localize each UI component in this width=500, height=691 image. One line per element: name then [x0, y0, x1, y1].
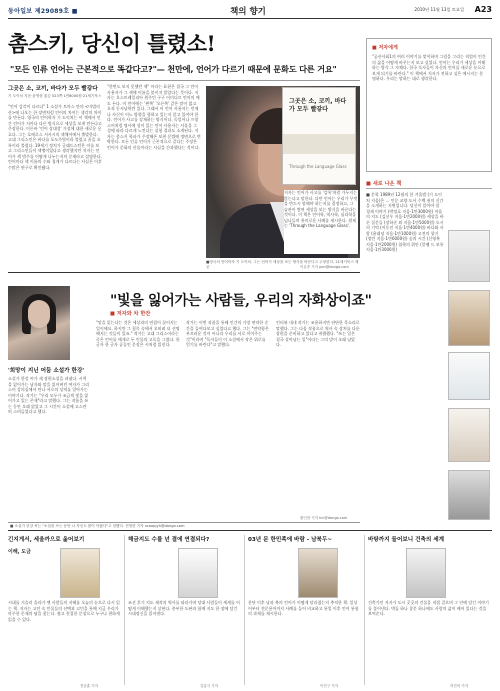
reporter-signature: 이진구 기자 — [320, 684, 339, 688]
bottom-item-text: 시대를 거슬러 올라가 옛 사람들의 지혜를 오늘의 눈으로 다시 읽는 책. 저자는 고전 속 인물들의 선택과 고민을 통해 지금 우리가 마주한 문제의 답을 찾는다. 쉽고 친절한 문장으로 누구나 편하게 읽을 수 있다. — [8, 600, 120, 622]
section-title: 책의 향기 — [230, 7, 266, 17]
divider — [244, 535, 245, 685]
new-book-cover — [448, 290, 490, 346]
book-cover-subtitle: Through the Language Glass — [289, 164, 347, 169]
bottom-book-cover — [406, 548, 446, 598]
reporter-signature: 전승훈 기자 — [80, 684, 99, 688]
reporter-signature: 이유종 기자 pen@donga.com — [300, 265, 349, 269]
book-cover-title: 그곳은 소, 코끼, 바다가 모두 빨갛다 — [289, 98, 347, 113]
new-book-cover — [448, 470, 490, 520]
lead-text-column-2: "한번도 보지 못했던 색" 이라는 표현은 결국 그 언어 사용자가 그 색에 이름을 붙이지 않았다는 뜻이다. 저자는 오스트레일리아 원주민 구구 이미디르 언어의 예도 든다. 이 언어에는 '왼쪽' '오른쪽' 같은 말이 없고 오직 동서남북만 있다. 그래서 이 언어 사용자는 언제나 자신이 어느 방향을 향하고 있는지 알고 있어야 한다. 언어가 사고를 강제하는 방식이다. 독일어나 프랑스어처럼 명사에 성이 있는 언어 사용자는 사물을 그 성에 따라 다르게 느낀다는 실험 결과도 소개된다. 저자는 촘스키 학파가 주장해온 보편 문법에 정면으로 반박한다. 모든 인류 언어가 근본적으로 같다는 주장은 언어가 문화의 산물이라는 사실을 간과했다는 것이다. — [107, 84, 201, 150]
bottom-book-cover — [178, 548, 218, 598]
lead-subhead: "모든 인류 언어는 근본적으로 똑같다고?"— 천만에, 언어가 다르기 때문에 문화도 다른 거요" — [10, 64, 337, 74]
bottom-item-text: 분단 이후 남과 북의 언어가 어떻게 달라졌는지 추적한 책. 일상어부터 전문용어까지 사례를 들어 비교하고 통일 이후 언어 통합의 과제를 제시한다. — [248, 600, 359, 616]
bottom-item-text: 건축가인 저자가 도시 곳곳의 건물을 직접 걸으며 그 안에 담긴 이야기를 풀어낸다. 벽돌 하나 창문 하나에도 사람의 삶이 배어 있다는 것을 보여준다. — [368, 600, 489, 616]
bottom-item-subtitle: 이해, 도금 — [8, 549, 31, 555]
bottom-item-text: 조선 후기 지도 제작의 역사를 따라가며 당대 사람들이 세계를 어떻게 이해했는지 살핀다. 풍부한 도판과 함께 지도 한 장에 담긴 시대정신을 읽어낸다. — [128, 600, 240, 616]
feature-photo-caption: ■ 소설가 한강 씨는 "소설을 쓰는 동안 나 자신도 많이 아팠다"고 말했다. 전영한 기자 scoopjyh@donga.com — [10, 524, 185, 528]
bottom-book-cover — [298, 548, 338, 598]
bottom-item-heading: 바탕까지 들어보니 건축의 세계 — [368, 537, 445, 543]
bottom-item-heading: 해금지도 수를 넌 결에 연결되다? — [128, 537, 210, 543]
issue-date: 2010년 11월 13일 토요일 — [414, 7, 464, 12]
author-note-label: ■ 저자에게 — [372, 45, 398, 51]
divider — [124, 535, 125, 685]
lead-text-column-3: 저자는 언어가 사고를 '감옥'처럼 가두지는 않는다고 말한다. 다만 언어는 우리가 무엇을 반드시 말해야 하는지를 결정하고, 그 습관이 쌓여 세상을 보는 방식을 바꾼다는 것이다. 이 책은 언어학, 역사학, 심리학을 넘나들며 흥미로운 사례를 제시한다. 원제는 'Through the Language Glass'. — [284, 190, 358, 254]
photo-caption: ■영국의 언어학자 기 도이처. 그는 언어가 세상을 보는 방식을 바꾼다고 주장한다. 21세기북스 제공 — [206, 260, 359, 269]
feature-text-column-2: "말을 잃는다는 것은 세상과의 연결이 끊어지는 일이에요. 하지만 그 침묵 속에서 오히려 더 선명해지는 것들이 있죠." 작가는 고대 그리스어라는 죽은 언어를 매개로 두 인물의 고독을 그렸다. 한 글자 한 글자 공들인 문장은 시처럼 읽힌다. — [96, 320, 180, 347]
book-info-box — [8, 84, 104, 99]
feature-section-label: ■ 저자와 차 한잔 — [110, 311, 151, 317]
page-header — [8, 5, 492, 19]
lead-headline: 촘스키, 당신이 틀렸소! — [8, 31, 216, 56]
book-cover — [282, 87, 356, 185]
new-book-cover — [448, 230, 490, 282]
feature-headline: "빛을 잃어가는 사람들, 우리의 자화상이죠" — [110, 293, 372, 309]
bottom-item-heading: 03년 문 한민족에 바람 - 남북두~ — [248, 537, 332, 543]
author-note-text: "공산사회1의 여러 이야기를 맞이하며 그림을 그리는 직업이 인간의 삶을 어떻게 바꾸는지 보고 싶었다. 언어는 우리가 세상을 이해하는 방식 그 자체다. 한국 독자들이 자신의 언어를 새로운 눈으로 보게 되기를 바란다." 이 책에서 저자가 전하고 싶은 메시지는 분명하다. 우리는 말하는 대로 생각한다. — [372, 54, 486, 81]
new-books-title: ■ 새로 나온 책 — [366, 181, 402, 187]
feature-text-column-3: 작가는 이번 작품을 통해 인간의 가장 연약한 순간을 들여다보고 싶었다고 했다. 그는 "연약함은 부끄러운 것이 아니라 우리를 서로 이어주는 것"이라며 "독자들이 이 소설에서 작은 위로를 얻기를 바란다"고 말했다. — [186, 320, 269, 347]
bottom-item-heading: 긴지게서, 세울까으로 옮어보기 — [8, 537, 85, 543]
new-book-cover — [448, 408, 490, 462]
bottom-book-cover — [60, 548, 100, 598]
reporter-signature: 황인찬 기자 hic@donga.com — [300, 516, 348, 520]
feature-text-column-1: 소설가 한강 씨가 새 장편소설을 펴냈다. 시력을 잃어가는 남자와 말을 잃어버린 여자가 그리스어 강의실에서 만나 서로의 상처를 알아가는 이야기다. 작가는 "우리 모두가 조금씩 빛을 잃어가고 있는 존재"라고 말했다. 그는 작품을 쓰는 동안 오래 앓았고 그 시간이 소설에 고스란히 스며들었다고 했다. — [8, 376, 90, 414]
page-number: A23 — [474, 5, 492, 14]
divider — [8, 522, 360, 523]
new-books-list: ■ 문학 1989년 12월의 한 겨울밤 (기 도이처 지음)은 ... 인문 교양 도서 수백 권의 신간을 소개하는 지면입니다. 당신이 알아야 할 경제 이야기 (박정호 지음·1만3000원) 마음의 지도 (김선우 지음·1만2000원) 세상을 바꾼 질문들 (장하준 외 지음·1만5000원) 도시의 기억 (이동진 지음·1만4000원) 바다와 사람 (윤대녕 지음·1만1000원) 고전의 향기 (정민 지음·1만6000원) 숲의 시간 (신영복 지음·1만2000원) 철학의 위안 (알랭 드 보통 지음·1만3000원) — [366, 192, 444, 252]
feature-text-column-4: 인터뷰 내내 작가는 조용하지만 단단한 목소리로 말했다. 그는 다음 작품으로 역사 속 상처를 다룬 장편을 준비하고 있다고 귀띔했다. "쓰는 일은 결국 살아남는 일"이라는 그의 말이 오래 남았다. — [276, 320, 360, 347]
newspaper-masthead: 동아일보 제29089호 ■ — [8, 8, 78, 15]
lead-text-column-1: "언어 감각이 다르다" 1 소설가 토마스 만의 <마법의 산>에 나오는 한 장면처럼 언어의 차이는 생각의 차이를 만든다. 영국의 언어학자 기 도이처는 이 책에서 인간 언어가 저마다 다른 방식으로 세상을 보게 만든다고 주장한다. 이른바 '언어 상대성' 가설에 대한 새로운 옹호다. 그는 호메로스 서사시의 색채어에서 출발한다. 고대 그리스인은 바다를 포도주빛이라 불렀고 꿀을 초록이라 불렀다. 19세기 정치가 글래드스턴은 이를 보고 그리스인들이 색맹이었다고 생각했지만 저자는 언어가 색 범주를 어떻게 나누는지의 문제라고 설명한다. 언어마다 색 이름의 수와 경계가 다르다는 사실은 이후 수많은 연구로 확인됐다. — [8, 104, 102, 170]
interviewee-photo — [8, 286, 70, 360]
divider — [364, 535, 365, 685]
book-info-meta: 기 도이처 지음·윤영삼 옮김 523쪽·1만8000원·21세기북스 — [8, 94, 102, 98]
reporter-signature: 허진석 기자 — [450, 684, 469, 688]
reporter-signature: 김갑식 기자 — [200, 684, 219, 688]
book-info-title: 그곳은 소, 코끼, 바다가 모두 빨갛다 — [8, 86, 98, 92]
divider — [8, 272, 360, 273]
divider — [8, 530, 492, 531]
divider — [366, 188, 492, 189]
feature-subhead: '희망이 지닌 어둠 소설가 한강' — [8, 368, 85, 374]
divider — [8, 80, 360, 81]
new-book-cover — [448, 352, 490, 400]
